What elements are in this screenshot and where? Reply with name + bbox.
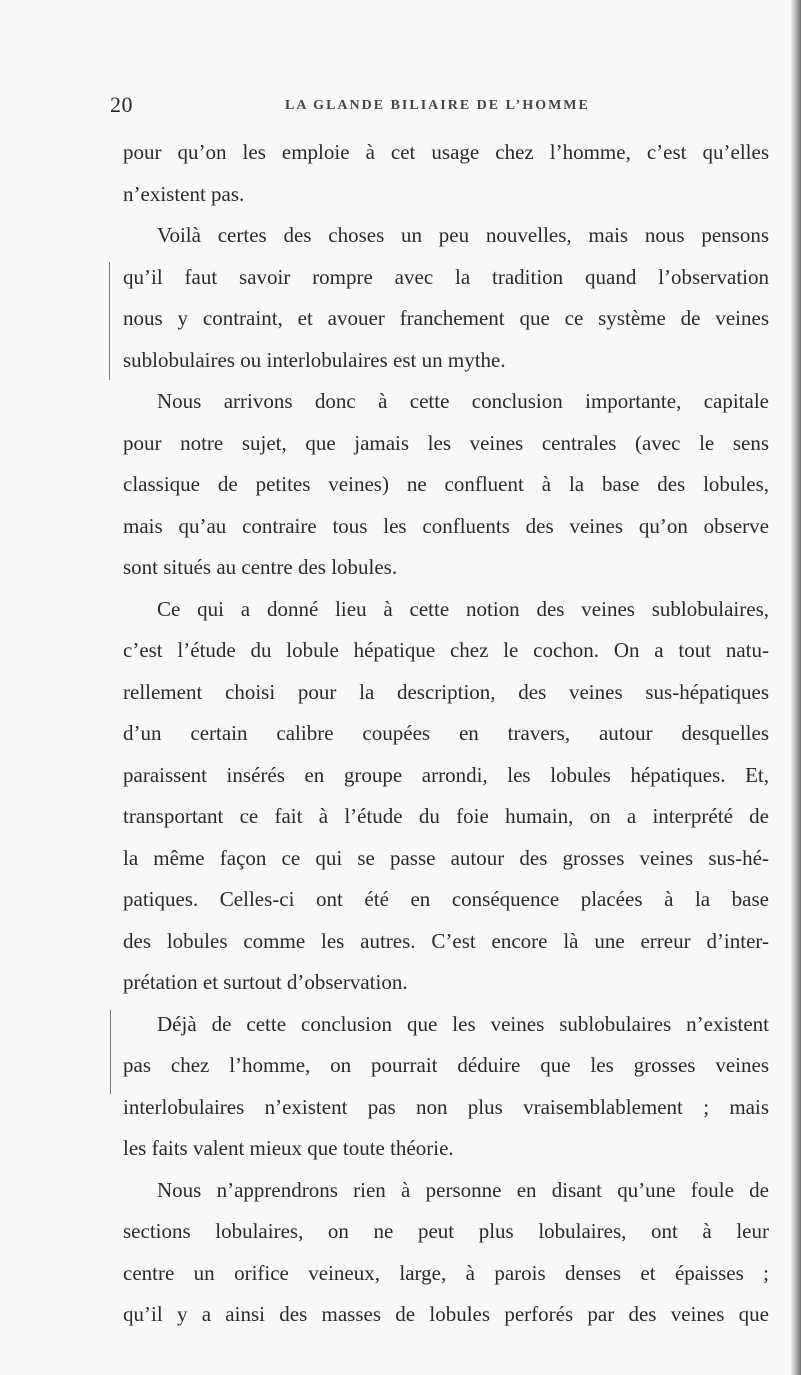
text-line: sections lobulaires, on ne peut plus lobulaires, ont à leur — [123, 1219, 769, 1243]
text-line: transportant ce fait à l’étude du foie humain, on a interprété de — [123, 804, 769, 828]
text-line: Nous n’apprendrons rien à personne en disant qu’une foule de — [157, 1177, 769, 1202]
margin-mark — [110, 1010, 111, 1094]
text-line: qu’il y a ainsi des masses de lobules perforés par des veines que — [123, 1302, 769, 1326]
text-line: interlobulaires n’existent pas non plus vraisemblablement ; mais — [123, 1094, 769, 1119]
text-line: sublobulaires ou interlobulaires est un mythe. — [123, 347, 506, 372]
text-line: sont situés au centre des lobules. — [123, 555, 398, 579]
text-line: Ce qui a donné lieu à cette notion des veines sublobulaires, — [157, 596, 769, 621]
text-line: classique de petites veines) ne confluent à la base des lobules, — [123, 472, 769, 496]
text-line: rellement choisi pour la description, des veines sus-hépatiques — [123, 679, 769, 704]
text-line: des lobules comme les autres. C’est encore là une erreur d’inter- — [123, 928, 769, 953]
text-line: pas chez l’homme, on pourrait déduire que les grosses veines — [123, 1053, 769, 1077]
running-head — [110, 92, 770, 120]
text-line: Déjà de cette conclusion que les veines sublobulaires n’existent — [157, 1011, 769, 1036]
page-number: 20 — [110, 92, 133, 117]
text-line: nous y contraint, et avouer franchement que ce système de veines — [123, 306, 769, 330]
text-line: centre un orifice veineux, large, à parois denses et épaisses ; — [123, 1260, 769, 1285]
text-line: Voilà certes des choses un peu nouvelles, mais nous pensons — [157, 223, 769, 247]
text-line: Nous arrivons donc à cette conclusion importante, capitale — [157, 389, 769, 413]
text-line: qu’il faut savoir rompre avec la tradition quand l’observation — [123, 264, 769, 289]
text-line: mais qu’au contraire tous les confluents des veines qu’on observe — [123, 513, 769, 538]
text-line: les faits valent mieux que toute théorie. — [123, 1136, 454, 1160]
body-text — [123, 132, 769, 1336]
running-title: LA GLANDE BILIAIRE DE L’HOMME — [285, 98, 590, 113]
text-line: prétation et surtout d’observation. — [123, 970, 408, 994]
text-line: pour notre sujet, que jamais les veines centrales (avec le sens — [123, 430, 769, 455]
margin-mark — [109, 262, 110, 380]
text-line: d’un certain calibre coupées en travers, autour desquelles — [123, 721, 769, 745]
text-line: pour qu’on les emploie à cet usage chez l’homme, c’est qu’elles — [123, 140, 769, 164]
text-line: patiques. Celles-ci ont été en conséquence placées à la base — [123, 887, 769, 911]
text-line: c’est l’étude du lobule hépatique chez le cochon. On a tout natu- — [123, 638, 769, 662]
text-line: paraissent insérés en groupe arrondi, les lobules hépatiques. Et, — [123, 762, 769, 787]
text-line: la même façon ce qui se passe autour des grosses veines sus-hé- — [123, 845, 769, 870]
text-line: n’existent pas. — [123, 181, 245, 206]
page-edge-shadow — [791, 0, 801, 1375]
